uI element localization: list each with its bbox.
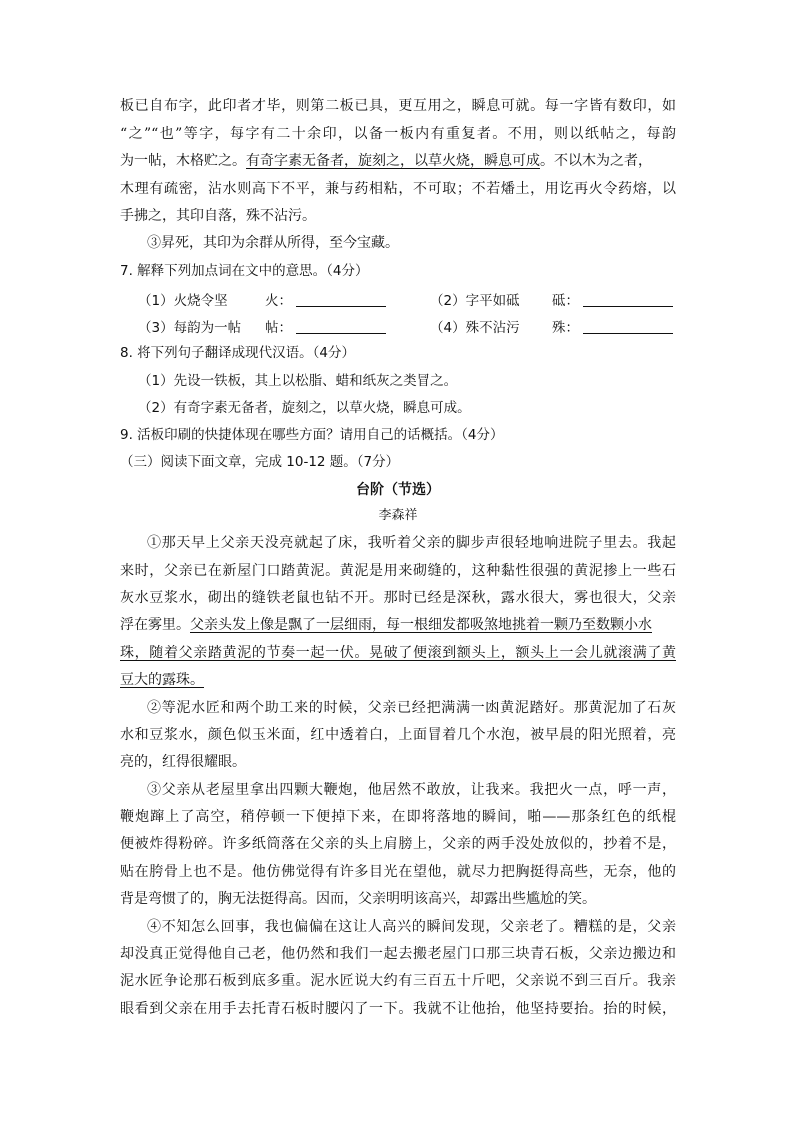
article-line: ①那天早上父亲天没亮就起了床，我听着父亲的脚步声很轻地响进院子里去。我起: [147, 535, 676, 551]
article-line: ③父亲从老屋里拿出四颗大鞭炮，他居然不敢放，让我来。我把火一点，呼一声，: [147, 782, 676, 798]
passage-line: 板已自布字，此印者才毕，则第二板已具，更互用之，瞬息可就。每一字皆有数印，如: [120, 98, 676, 114]
article-title: 台阶（节选）: [356, 482, 440, 498]
passage-line: “之”“也”等字，每字有二十余印，以备一板内有重复者。不用，则以纸帖之，每韵: [120, 126, 676, 142]
passage-line: [120, 151, 676, 171]
passage-line: 木理有疏密，沾水则高下不平，兼与药相粘，不可取；不若燔土，用讫再火令药熔，以: [120, 181, 676, 197]
passage-line: 手拂之，其印自落，殊不沾污。: [120, 208, 316, 224]
article-line: 来时，父亲已在新屋门口踏黄泥。黄泥是用来砌缝的，这种黏性很强的黄泥掺上一些石: [120, 563, 676, 579]
q7-item-4-word: 殊：: [552, 320, 579, 336]
article-line: ④不知怎么回事，我也偏偏在这让人高兴的瞬间发现，父亲老了。糟糕的是，父亲: [147, 919, 676, 935]
q7-item-2-label: （2）字平如砥: [430, 293, 520, 309]
q7-item-1-answer[interactable]: [265, 289, 386, 309]
article-line: 却没真正觉得他自己老，他仍然和我们一起去搬老屋门口那三块青石板，父亲边搬边和: [120, 946, 676, 962]
q7-item-3-answer[interactable]: [265, 316, 386, 336]
passage-text: 为一帖，木格贮之。: [120, 153, 246, 169]
article-author: 李森祥: [378, 508, 418, 523]
q7-item-1-label: （1）火烧令坚: [138, 293, 228, 309]
article-line: 贴在胯骨上也不是。他仿佛觉得有许多目光在望他，就尽力把胸挺得高些，无奈，他的: [120, 864, 676, 880]
article-line: 背是弯惯了的，胸无法挺得高。因而，父亲明明该高兴，却露出些尴尬的笑。: [120, 891, 596, 907]
answer-blank[interactable]: [296, 292, 386, 307]
question-8-title: 8. 将下列句子翻译成现代汉语。（4分）: [120, 345, 356, 361]
q7-item-4-label: （4）殊不沾污: [430, 320, 520, 336]
underlined-sentence: 豆大的露珠。: [120, 672, 204, 688]
q7-item-2-word: 砥：: [552, 293, 579, 309]
answer-blank[interactable]: [296, 319, 386, 334]
underlined-sentence: 有奇字素无备者，旋刻之，以草火烧，瞬息可成: [246, 153, 540, 169]
q7-item-3-label: （3）每韵为一帖: [138, 320, 242, 336]
article-line: 泥水匠争论那石板到底多重。泥水匠说大约有三百五十斤吧，父亲说不到三百斤。我亲: [120, 973, 676, 989]
question-9-title: 9. 活板印刷的快捷体现在哪些方面？请用自己的话概括。（4分）: [120, 427, 504, 443]
article-line: [120, 615, 676, 635]
article-line: 亮的，红得很耀眼。: [120, 754, 246, 770]
q7-item-1-word: 火：: [265, 293, 292, 309]
q7-item-3-word: 帖：: [265, 320, 292, 336]
article-line: 灰水豆浆水，砌出的缝铁老鼠也钻不开。那时已经是深秋，露水很大，雾也很大，父亲: [120, 590, 676, 606]
passage-line: ③昇死，其印为余群从所得，至今宝藏。: [147, 235, 399, 251]
q7-item-4-answer[interactable]: [552, 316, 673, 336]
answer-blank[interactable]: [583, 319, 673, 334]
q8-sentence-2: （2）有奇字素无备者，旋刻之，以草火烧，瞬息可成。: [138, 400, 471, 416]
article-text: 浮在雾里。: [120, 617, 190, 633]
article-line: 眼看到父亲在用手去托青石板时腰闪了一下。我就不让他抬，他坚持要抬。抬的时候，: [120, 1001, 676, 1017]
passage-text: 。不以木为之者，: [540, 153, 652, 169]
article-line: ②等泥水匠和两个助工来的时候，父亲已经把满满一凼黄泥踏好。那黄泥加了石灰: [147, 700, 676, 716]
q7-item-2-answer[interactable]: [552, 289, 673, 309]
article-line: 鞭炮蹿上了高空，稍停顿一下便掉下来，在即将落地的瞬间，啪——那条红色的纸棍: [120, 809, 676, 825]
section-3-title: （三）阅读下面文章，完成 10-12 题。（7分）: [120, 454, 400, 470]
underlined-sentence: 珠，随着父亲踏黄泥的节奏一起一伏。晃破了便滚到额头上，额头上一会儿就滚满了黄: [120, 645, 676, 661]
question-7-title: 7. 解释下列加点词在文中的意思。（4分）: [120, 263, 369, 279]
q8-sentence-1: （1）先设一铁板，其上以松脂、蜡和纸灰之类冒之。: [138, 373, 458, 389]
article-line: [120, 670, 676, 690]
article-line: 水和豆浆水，颜色似玉米面，红中透着白，上面冒着几个水泡，被早晨的阳光照着，亮: [120, 727, 676, 743]
article-line: 便被炸得粉碎。许多纸筒落在父亲的头上肩膀上，父亲的两手没处放似的，抄着不是，: [120, 836, 676, 852]
answer-blank[interactable]: [583, 292, 673, 307]
underlined-sentence: 父亲头发上像是飘了一层细雨，每一根细发都吸煞地挑着一颗乃至数颗小水: [190, 617, 652, 633]
